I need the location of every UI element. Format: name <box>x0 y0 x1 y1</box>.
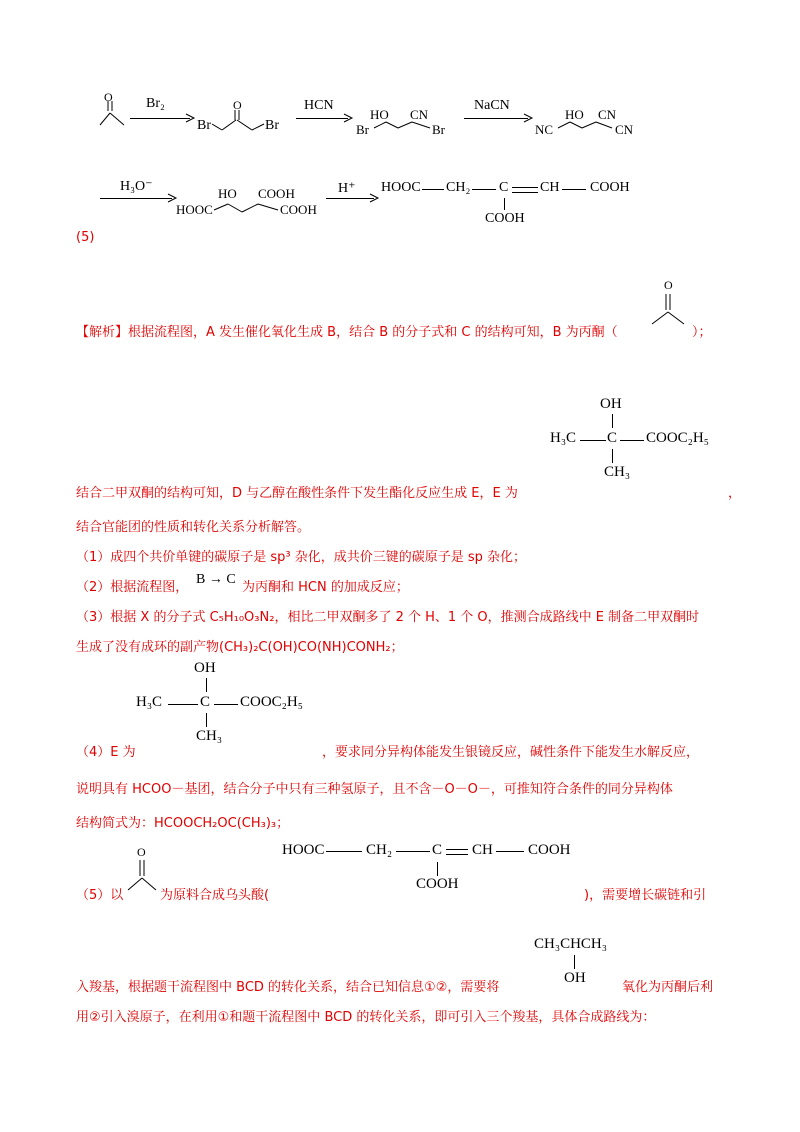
acid-ch: CH <box>472 842 493 858</box>
isopropanol-oh: OH <box>564 970 586 986</box>
tricyano-ho: HO <box>565 107 584 122</box>
arrow-2-label: HCN <box>304 98 334 113</box>
aconitic-double-1 <box>512 187 538 188</box>
analysis-p5f: 用②引入溴原子，在利用①和题干流程图中 BCD 的转化关系，即可引入三个羧基，具体合成路线为： <box>76 1010 656 1025</box>
ester-1-c: C <box>607 430 618 446</box>
analysis-p4c: 说明具有 HCOO－基团，结合分子中只有三种氢原子，且不含－O－O－，可推知符合条件的同分异构体 <box>76 782 673 797</box>
aconitic-double-2 <box>512 192 538 193</box>
ester-1-ch3: CH₃ <box>604 464 631 480</box>
analysis-p2c: 为丙酮和 HCN 的加成反应； <box>242 580 409 595</box>
analysis-p4a: （4）E 为 <box>76 745 136 760</box>
acid-bond-2 <box>396 851 430 852</box>
cyanohydrin-br-left: Br <box>356 122 369 137</box>
ester-2-bond-right <box>214 704 238 705</box>
aconitic-c: C <box>499 180 509 195</box>
acetone-o: O <box>104 90 113 104</box>
inline-acetone-1-o: O <box>664 278 673 292</box>
analysis-p5e: 氧化为丙酮后利 <box>622 980 714 995</box>
ester-1-bond-left <box>580 440 606 441</box>
arrow-1 <box>130 118 190 119</box>
aconitic-bond-3 <box>562 189 586 190</box>
analysis-line-1-end: ）； <box>692 325 712 340</box>
tricyano-nc: NC <box>535 122 554 137</box>
cyanohydrin-bonds <box>372 116 432 136</box>
aconitic-ch2: CH₂ <box>446 180 471 195</box>
analysis-line-2: 结合二甲双酮的结构可知，D 与乙醇在酸性条件下发生酯化反应生成 E，E 为 <box>76 486 518 501</box>
isopropanol-bond <box>574 955 575 969</box>
aconitic-cooh-bottom: COOH <box>485 211 525 226</box>
analysis-line-3: 结合官能团的性质和转化关系分析解答。 <box>76 520 311 535</box>
analysis-p3a: （3）根据 X 的分子式 C₅H₁₀O₃N₂，相比二甲双酮多了 2 个 H、1 个 O，推测合成路线中 E 制备二甲双酮时 <box>76 610 700 625</box>
analysis-p4b: ，要求同分异构体能发生银镜反应，碱性条件下能发生水解反应， <box>322 745 700 760</box>
acid-bond-3 <box>496 851 524 852</box>
ester-1-bond-down <box>612 449 613 463</box>
dibromo-br-left: Br <box>197 118 211 133</box>
acid-cooh-bottom: COOH <box>416 876 459 892</box>
analysis-p3b: 生成了没有成环的副产物(CH₃)₂C(OH)CO(NH)CONH₂； <box>76 640 404 655</box>
dibromo-bonds <box>210 108 270 138</box>
ester-2-oh: OH <box>194 660 216 676</box>
ester-2-bond-up <box>206 678 207 692</box>
arrow-5-label: H⁺ <box>338 181 356 196</box>
citric-hooc: HOOC <box>176 202 213 217</box>
ester-2-c: C <box>200 694 211 710</box>
acid-hooc: HOOC <box>282 842 325 858</box>
analysis-p5d: 入羧基，根据题干流程图中 BCD 的转化关系，结合已知信息①②，需要将 <box>76 980 500 995</box>
analysis-line-1: 【解析】根据流程图，A 发生催化氧化生成 B，结合 B 的分子式和 C 的结构可知，B 为丙酮（ <box>76 325 618 340</box>
acid-bond-down <box>437 862 438 876</box>
citric-ho: HO <box>218 186 237 201</box>
aconitic-cooh: COOH <box>590 180 630 195</box>
arrow-4 <box>100 198 172 199</box>
ester-2-h3c: H₃C <box>136 694 163 710</box>
acid-cooh: COOH <box>528 842 571 858</box>
cyanohydrin-ho: HO <box>370 107 389 122</box>
acid-c: C <box>432 842 443 858</box>
ester-2-bond-left <box>168 704 198 705</box>
arrow-3 <box>464 118 528 119</box>
arrow-3-head <box>524 114 532 122</box>
tricyano-bonds <box>556 116 616 136</box>
aconitic-bond-1 <box>422 189 444 190</box>
ester-2-cooc2h5: COOC₂H₅ <box>240 694 303 710</box>
citric-cooh-right: COOH <box>280 202 317 217</box>
ester-1-bond-right <box>620 440 644 441</box>
tricyano-cn-right: CN <box>615 122 634 137</box>
analysis-p2a: （2）根据流程图， <box>76 580 189 595</box>
isopropanol-top: CH₃CHCH₃ <box>534 936 607 952</box>
arrow-2 <box>296 118 348 119</box>
dibromo-o: O <box>233 98 242 112</box>
item-5-label: (5) <box>76 230 95 245</box>
arrow-1-label: Br₂ <box>146 96 165 111</box>
analysis-p5a: （5）以 <box>76 888 124 903</box>
cyanohydrin-br-right: Br <box>432 122 445 137</box>
aconitic-bond-down <box>504 198 505 210</box>
dibromo-br-right: Br <box>265 118 279 133</box>
arrow-5-head <box>370 194 378 202</box>
citric-bonds <box>212 198 282 218</box>
analysis-p4d: 结构简式为：HCOOCH₂OC(CH₃)₃； <box>76 816 290 831</box>
ester-2-ch3: CH₃ <box>196 728 223 744</box>
acid-bond-1 <box>326 851 362 852</box>
cyanohydrin-cn: CN <box>410 107 429 122</box>
analysis-p5c: )，需要增长碳链和引 <box>584 888 707 903</box>
ester-1-bond-up <box>612 414 613 428</box>
aconitic-hooc: HOOC <box>381 180 421 195</box>
acid-double-2 <box>446 854 468 855</box>
analysis-p5b: 为原料合成乌头酸( <box>160 888 270 903</box>
analysis-p1: （1）成四个共价单键的碳原子是 sp³ 杂化，成共价三键的碳原子是 sp 杂化； <box>76 550 527 565</box>
aconitic-ch: CH <box>540 180 560 195</box>
analysis-p2-reaction: B → C <box>196 572 236 587</box>
analysis-line-2-end: ， <box>728 486 742 501</box>
arrow-4-label: H₃O⁻ <box>120 179 153 194</box>
arrow-4-head <box>168 194 176 202</box>
arrow-2-head <box>344 114 352 122</box>
acid-ch2: CH₂ <box>366 842 393 858</box>
aconitic-bond-2 <box>472 189 496 190</box>
arrow-5 <box>326 198 374 199</box>
ester-2-bond-down <box>206 713 207 727</box>
arrow-3-label: NaCN <box>474 98 510 113</box>
ester-1-h3c: H₃C <box>550 430 577 446</box>
tricyano-cn-top: CN <box>598 107 617 122</box>
ester-1-oh: OH <box>600 396 622 412</box>
citric-cooh-top: COOH <box>258 186 295 201</box>
arrow-1-head <box>186 114 194 122</box>
inline-acetone-2-o: O <box>137 845 146 859</box>
acid-double-1 <box>446 849 468 850</box>
ester-1-cooc2h5: COOC₂H₅ <box>646 430 709 446</box>
